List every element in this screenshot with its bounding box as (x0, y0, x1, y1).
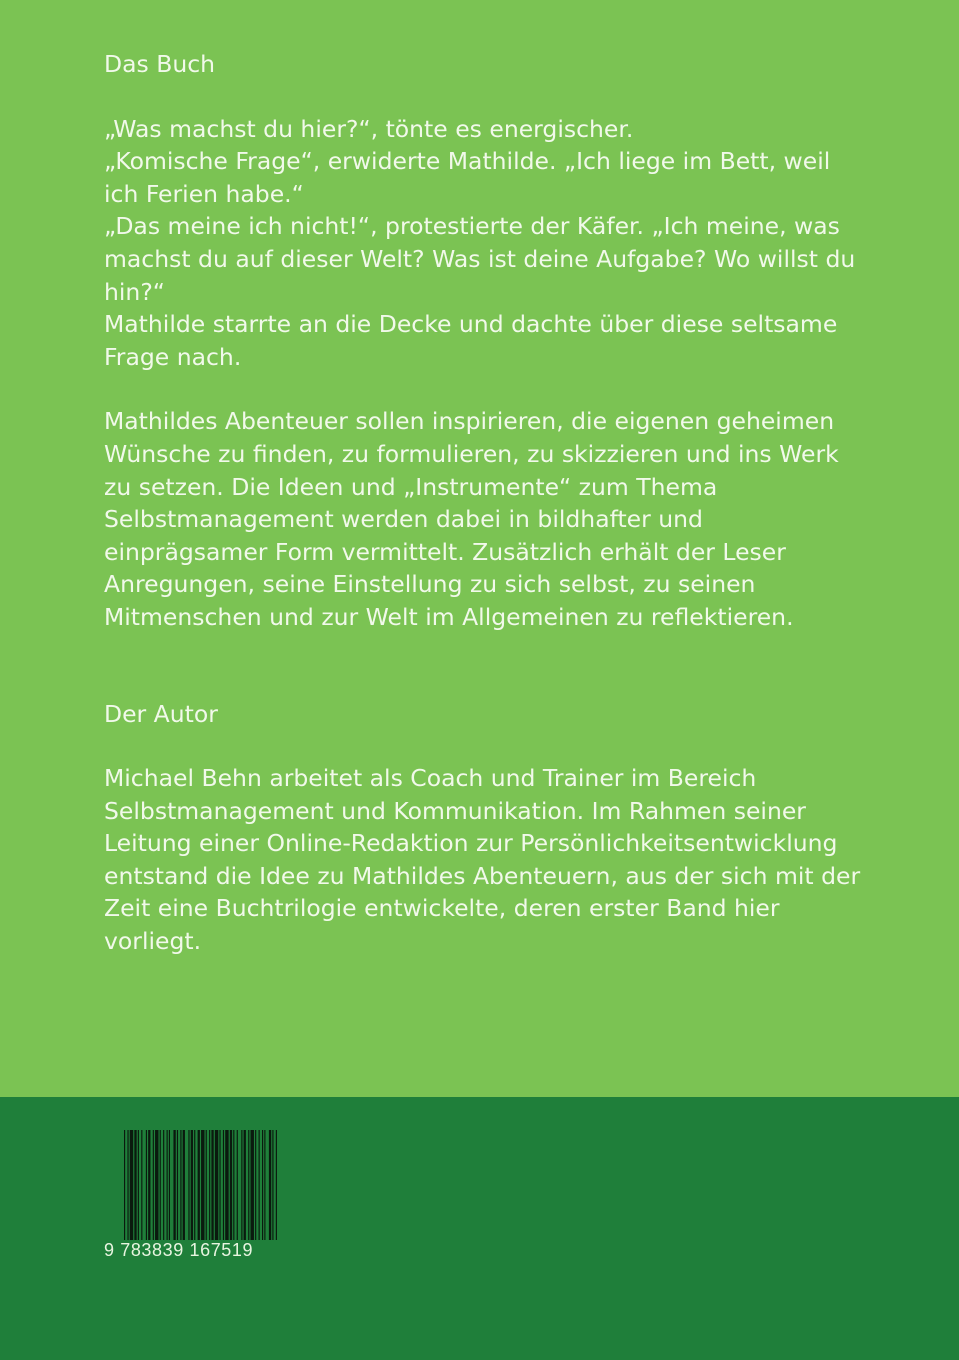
barcode-bar (269, 1130, 271, 1240)
barcode-bar (188, 1130, 189, 1240)
excerpt-line: Mathilde starrte an die Decke und dachte über diese seltsame Frage nach. (104, 310, 838, 371)
barcode-bar (233, 1130, 234, 1240)
barcode-bar (160, 1130, 161, 1240)
author-heading: Der Autor (104, 699, 218, 728)
barcode-bar (264, 1130, 265, 1240)
barcode-bar (255, 1130, 256, 1240)
barcode-bar (191, 1130, 193, 1240)
barcode-bar (209, 1130, 210, 1240)
barcode-bar (223, 1130, 224, 1240)
barcode-bar (206, 1130, 207, 1240)
barcode-bar (138, 1130, 139, 1240)
barcode-bar (177, 1130, 178, 1240)
barcode-bars (104, 1130, 280, 1240)
author-bio: Michael Behn arbeitet als Coach und Trainer im Bereich Selbstmanagement und Kommunikation. Im Rahmen seiner Leitung einer Online-Redaktion zur Persönlichkeitsentwicklung entstand die Idee zu Mathildes Abenteuern, aus der sich mit der Zeit eine Buchtrilogie entwickelte, deren erster Band hier vorliegt. (104, 764, 861, 956)
barcode-bar (141, 1130, 142, 1240)
barcode-bar (155, 1130, 158, 1240)
excerpt-line: „Was machst du hier?“, tönte es energischer. (104, 114, 634, 143)
barcode-bar (148, 1130, 150, 1240)
barcode-bar (276, 1130, 277, 1240)
barcode-bar (194, 1130, 195, 1240)
barcode-bar (180, 1130, 181, 1240)
barcode-bar (248, 1130, 249, 1240)
barcode-bar (241, 1130, 242, 1240)
barcode-bar (130, 1130, 133, 1240)
barcode-bar (201, 1130, 204, 1240)
barcode-bar (127, 1130, 128, 1240)
barcode-bar (198, 1130, 200, 1240)
barcode-bar (219, 1130, 220, 1240)
isbn-number: 9 783839 167519 (104, 1240, 254, 1260)
barcode-bar (146, 1130, 147, 1240)
barcode-bar (225, 1130, 228, 1240)
back-cover-text (104, 48, 864, 958)
barcode-bar (230, 1130, 232, 1240)
barcode-bar (169, 1130, 170, 1240)
book-heading: Das Buch (104, 50, 216, 78)
book-description: Mathildes Abenteuer sollen inspirieren, die eigenen geheimen Wünsche zu finden, zu formulieren, zu skizzieren und ins Werk zu setzen. Die Ideen und „Instrumente“ zum Thema Selbstmanagement werden dabei in bildhafter und einprägsamer Form vermittelt. Zusätzlich erhält der Leser Anregungen, seine Einstellung zu sich selbst, zu seinen Mitmenschen und zur Welt im Allgemeinen zu reflektieren. (104, 407, 839, 631)
barcode-bar (244, 1130, 246, 1240)
barcode-bar (211, 1130, 213, 1240)
barcode-bar (173, 1130, 175, 1240)
barcode-bar (272, 1130, 273, 1240)
barcode-bar (183, 1130, 185, 1240)
barcode-bar (251, 1130, 254, 1240)
excerpt-line: „Das meine ich nicht!“, protestierte der Käfer. „Ich meine, was machst du auf dieser Welt? Was ist deine Aufgabe? Wo willst du hin?“ (104, 212, 856, 306)
barcode-bar (215, 1130, 218, 1240)
excerpt-line: „Komische Frage“, erwiderte Mathilde. „Ich liege im Bett, weil ich Ferien habe.“ (104, 147, 831, 208)
barcode-bar (262, 1130, 263, 1240)
barcode-bar (124, 1130, 125, 1240)
barcode-bar (163, 1130, 164, 1240)
barcode-bar (237, 1130, 238, 1240)
barcode-bar (167, 1130, 168, 1240)
barcode-bar (259, 1130, 260, 1240)
barcode-bar (153, 1130, 154, 1240)
barcode-bar (134, 1130, 136, 1240)
